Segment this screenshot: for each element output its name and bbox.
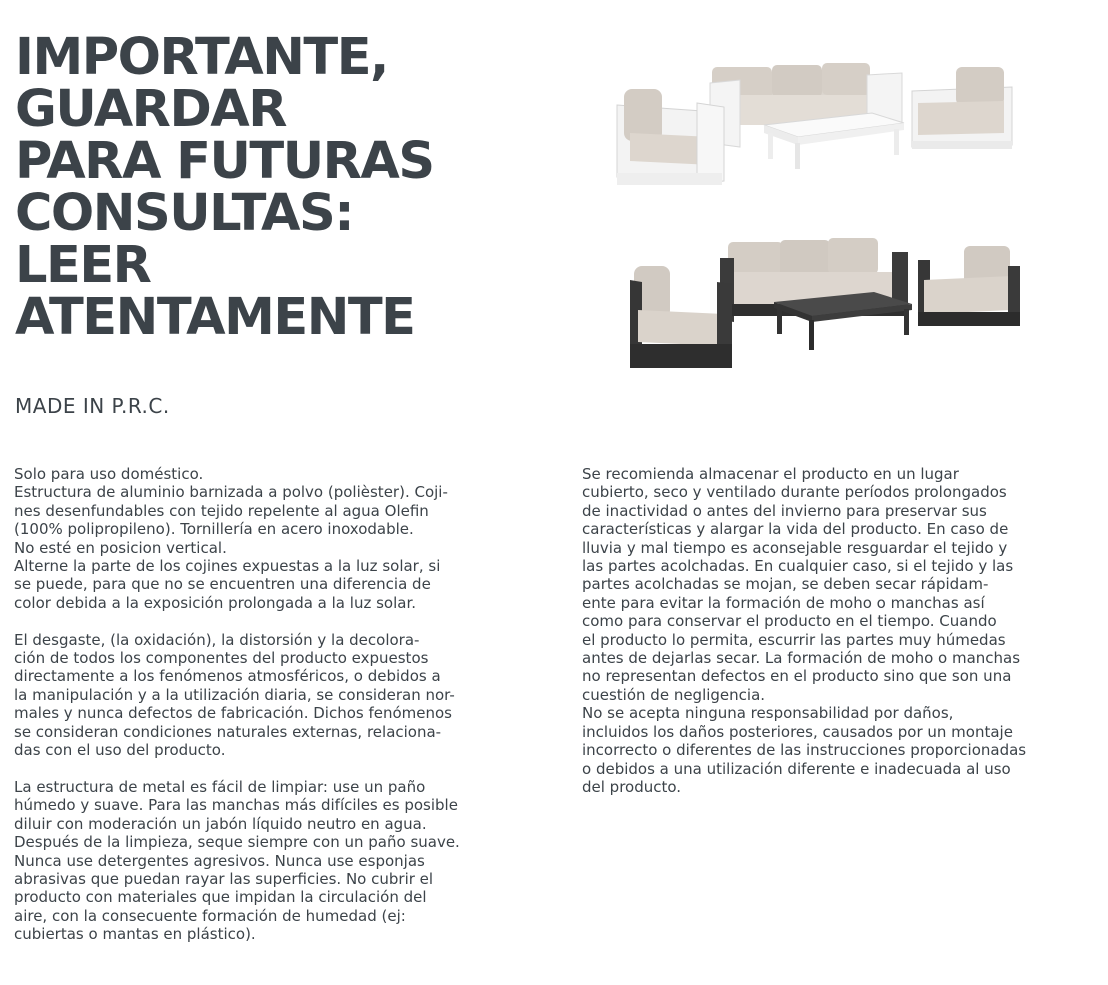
text-line: Nunca use detergentes agresivos. Nunca use esponjas [14,851,425,870]
dark-sofa-set-photo [612,232,1032,377]
dark-armchair-right [918,246,1020,326]
text-line: incorrecto o diferentes de las instrucciones proporcionadas [582,741,1027,760]
text-line: Estructura de aluminio barnizada a polvo (polièster). Coji- [14,483,448,502]
cleaning-paragraph [14,778,544,944]
text-line: producto con materiales que impidan la circulación del [14,888,427,907]
text-line: características y alargar la vida del producto. En caso de [582,520,1009,539]
text-line: nes desenfundables con tejido repelente al agua Olefin [14,501,429,520]
text-line: diluir con moderación un jabón líquido neutro en agua. [14,814,427,833]
text-line: no representan defectos en el producto sino que son una [582,667,1012,686]
text-line: la manipulación y a la utilización diaria, se consideran nor- [14,685,455,704]
text-line: ción de todos los componentes del producto expuestos [14,649,429,668]
text-line: cubiertas o mantas en plástico). [14,925,256,944]
text-line: del producto. [582,777,682,796]
text-line: No se acepta ninguna responsabilidad por daños, [582,704,954,723]
text-line: cubierto, seco y ventilado durante períodos prolongados [582,483,1007,502]
usage-paragraph [14,465,544,612]
wear-paragraph [14,631,544,760]
text-line: males y nunca defectos de fabricación. Dichos fenómenos [14,704,452,723]
text-line: se puede, para que no se encuentren una diferencia de [14,575,431,594]
title-line: CONSULTAS: [15,184,354,243]
text-line: como para conservar el producto en el tiempo. Cuando [582,612,997,631]
dark-armchair-left [630,266,732,368]
text-line: Se recomienda almacenar el producto en un lugar [582,465,959,483]
text-line: ente para evitar la formación de moho o manchas así [582,593,985,612]
storage-paragraph [582,465,1102,796]
text-line: abrasivas que puedan rayar las superficies. No cubrir el [14,869,434,888]
title-line: GUARDAR [15,80,287,139]
text-line: húmedo y suave. Para las manchas más difíciles es posible [14,796,458,815]
text-line: de inactividad o antes del invierno para preservar sus [582,501,987,520]
title-line: PARA FUTURAS [15,132,434,191]
text-line: aire, con la consecuente formación de humedad (ej: [14,906,406,925]
text-line: partes acolchadas se mojan, se deben secar rápidam- [582,575,989,594]
document-title [15,28,435,347]
text-line: cuestión de negligencia. [582,685,766,704]
text-line: se consideran condiciones naturales externas, relaciona- [14,722,442,741]
dark-table [774,292,912,350]
text-line: incluidos los daños posteriores, causados por un montaje [582,722,1013,741]
title-line: LEER [15,236,151,295]
text-line: No esté en posicion vertical. [14,538,227,557]
white-armchair-right [912,67,1012,149]
text-line: La estructura de metal es fácil de limpiar: use un paño [14,777,426,796]
text-line: (100% polipropileno). Tornillería en acero inoxodable. [14,520,414,539]
text-line: Después de la limpieza, seque siempre con un paño suave. [14,833,460,852]
text-line: el producto lo permita, escurrir las partes muy húmedas [582,630,1006,649]
text-line: las partes acolchadas. En cualquier caso, si el tejido y las [582,557,1014,576]
white-armchair-left [617,89,724,185]
text-line: lluvia y mal tiempo es aconsejable resguardar el tejido y [582,538,1008,557]
text-line: antes de dejarlas secar. La formación de moho o manchas [582,649,1021,668]
made-in-label: MADE IN P.R.C. [15,394,170,418]
left-text-column [14,465,544,944]
title-line: IMPORTANTE, [15,28,388,87]
text-line: o debidos a una utilización diferente e inadecuada al uso [582,759,1011,778]
text-line: color debida a la exposición prolongada a la luz solar. [14,593,416,612]
right-text-column [582,465,1102,796]
text-line: das con el uso del producto. [14,741,226,760]
text-line: Solo para uso doméstico. [14,465,204,483]
white-sofa-set-photo [612,55,1032,200]
text-line: directamente a los fenómenos atmosféricos, o debidos a [14,667,441,686]
text-line: Alterne la parte de los cojines expuestas a la luz solar, si [14,557,441,576]
text-line: El desgaste, (la oxidación), la distorsión y la decolora- [14,630,420,649]
title-line: ATENTAMENTE [15,288,415,347]
